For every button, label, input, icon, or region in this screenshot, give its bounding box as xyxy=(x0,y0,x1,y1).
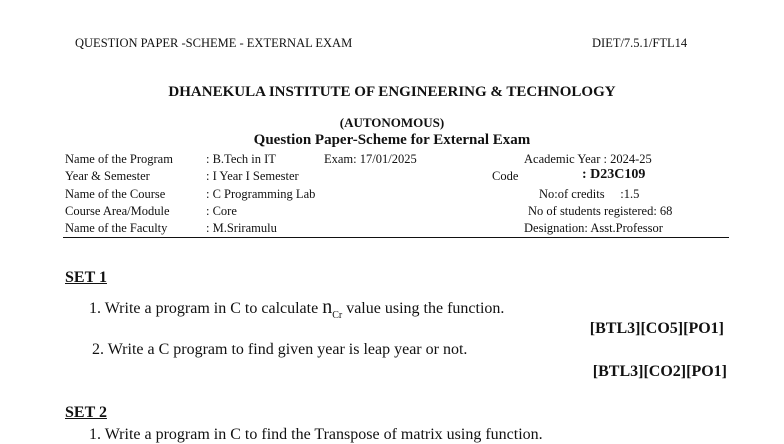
set-1-question-1-tags: [BTL3][CO5][PO1] xyxy=(589,320,724,337)
exam-date: Exam: 17/01/2025 xyxy=(324,152,417,166)
course-area-label: Course Area/Module xyxy=(65,204,170,218)
credits: No:of credits :1.5 xyxy=(539,187,640,201)
set-1-question-2-tags: [BTL3][CO2][PO1] xyxy=(592,363,727,380)
set-1-question-2: 2. Write a C program to find given year is leap year or not. xyxy=(92,341,468,358)
students-registered: No of students registered: 68 xyxy=(528,204,673,218)
set-2-title: SET 2 xyxy=(65,404,107,421)
faculty-value: : M.Sriramulu xyxy=(206,221,277,235)
program-label: Name of the Program xyxy=(65,152,173,166)
ncr-base: n xyxy=(322,296,333,318)
course-value: : C Programming Lab xyxy=(206,187,316,201)
year-semester-value: : I Year I Semester xyxy=(206,169,299,183)
course-label: Name of the Course xyxy=(65,187,166,201)
year-semester-label: Year & Semester xyxy=(65,169,150,183)
set-1-question-1 xyxy=(89,296,504,321)
autonomous-label: (AUTONOMOUS) xyxy=(339,115,445,130)
header-right: DIET/7.5.1/FTL14 xyxy=(592,36,688,50)
faculty-label: Name of the Faculty xyxy=(65,221,168,235)
designation: Designation: Asst.Professor xyxy=(524,221,663,235)
institute-name: DHANEKULA INSTITUTE OF ENGINEERING & TECHNOLOGY xyxy=(168,84,616,100)
course-area-value: : Core xyxy=(206,204,237,218)
question-text-suffix: value using the function. xyxy=(342,300,505,317)
question-text: 1. Write a program in C to calculate xyxy=(89,300,323,317)
set-2-question-1: 1. Write a program in C to find the Transpose of matrix using function. xyxy=(89,426,543,443)
code-label: Code xyxy=(492,169,519,183)
set-1-title: SET 1 xyxy=(65,269,107,286)
header-divider xyxy=(63,237,729,238)
header-left: QUESTION PAPER -SCHEME - EXTERNAL EXAM xyxy=(75,36,353,50)
document-title: Question Paper-Scheme for External Exam xyxy=(253,132,531,148)
academic-year: Academic Year : 2024-25 xyxy=(524,152,652,166)
code-value: : D23C109 xyxy=(582,167,646,182)
ncr-symbol xyxy=(322,296,343,321)
ncr-subscript: Cr xyxy=(332,310,343,321)
program-value: : B.Tech in IT xyxy=(206,152,276,166)
